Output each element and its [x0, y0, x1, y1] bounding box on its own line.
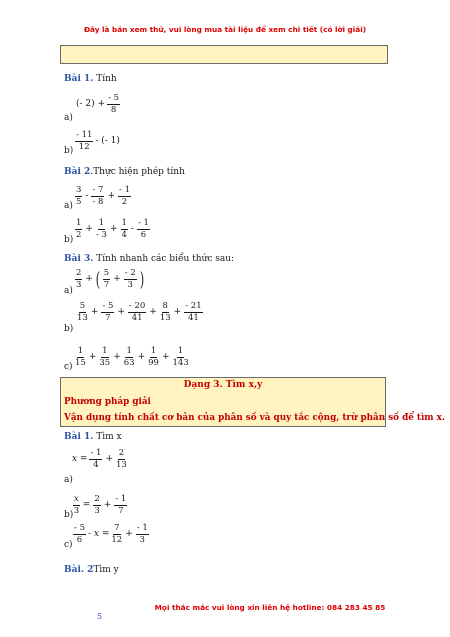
exercise-2-number: Bài 2 — [64, 167, 91, 177]
method-text: Vận dụng tính chất cơ bản của phân số và quy tắc cộng, trừ phân số để tìm x. — [64, 413, 445, 423]
fraction: $\frac{3}{5}$ — [76, 185, 82, 207]
fraction: $\frac{1}{- 3}$ — [95, 218, 107, 240]
fraction: $\frac{- 21}{41}$ — [185, 301, 202, 323]
fraction: $\frac{- 5}{7}$ — [102, 301, 114, 323]
operator: + — [103, 500, 112, 511]
fraction: $\frac{- 1}{7}$ — [115, 494, 127, 516]
exercise-2-title: .Thực hiện phép tính — [90, 167, 185, 177]
fraction: $\frac{- 5}{8}$ — [108, 93, 120, 115]
fraction: $\frac{- 11}{12}$ — [76, 130, 93, 152]
operator: + — [90, 307, 99, 318]
part-label: a) — [64, 201, 73, 211]
fraction: $\frac{1}{35}$ — [99, 346, 111, 368]
part-label: a) — [64, 475, 73, 485]
exercise-2b-expression — [74, 219, 151, 240]
find-x-b-expression — [72, 495, 128, 516]
fraction: $\frac{2}{3}$ — [76, 268, 82, 290]
right-paren: ) — [139, 267, 144, 292]
expr-term: - (- 1) — [95, 136, 120, 147]
operator: + — [109, 224, 118, 235]
find-y-heading — [64, 565, 119, 575]
fraction: $\frac{1}{2}$ — [76, 218, 82, 240]
operator: + — [161, 352, 170, 363]
operator: + — [107, 191, 115, 202]
method-title: Phương pháp giải — [64, 397, 151, 407]
fraction: $\frac{1}{63}$ — [123, 346, 135, 368]
find-x-heading — [64, 432, 122, 442]
exercise-1b-expression — [74, 131, 120, 152]
exercise-3-heading — [64, 254, 234, 264]
expr-term: (- 2) + — [76, 99, 106, 110]
exercise-1-title: Tính — [93, 74, 117, 84]
exercise-3-number: Bài 3. — [64, 254, 94, 264]
exercise-2-heading — [64, 167, 185, 177]
exercise-3c-expression — [74, 347, 190, 368]
page-number: 5 — [97, 612, 103, 621]
fraction: $\frac{- 1}{3}$ — [136, 523, 148, 545]
hotline-banner: Mọi thắc mắc vui lòng xin liên hệ hotline: 084 283 45 85 — [154, 603, 386, 612]
part-label: b) — [64, 146, 74, 156]
operator: - — [130, 224, 134, 235]
fraction: $\frac{1}{143}$ — [172, 346, 189, 368]
part-label: b) — [64, 235, 74, 245]
fraction: $\frac{8}{13}$ — [159, 301, 171, 323]
part-label: a) — [64, 286, 73, 296]
find-x-c-expression — [72, 524, 150, 545]
exercise-1-number: Bài 1. — [64, 74, 94, 84]
find-y-title: Tìm y — [93, 565, 119, 575]
expr-term: x = — [72, 454, 88, 465]
fraction: $\frac{1}{15}$ — [75, 346, 86, 368]
left-paren: ( — [95, 267, 101, 292]
header-box — [60, 45, 388, 64]
operator: + — [105, 454, 114, 465]
exercise-1a-expression — [76, 94, 121, 115]
fraction: $\frac{x}{3}$ — [73, 494, 80, 516]
find-x-number: Bài 1. — [64, 432, 94, 442]
fraction: $\frac{- 1}{2}$ — [119, 185, 130, 207]
operator: = — [82, 500, 91, 511]
fraction: $\frac{- 1}{4}$ — [90, 448, 102, 470]
operator: + — [85, 224, 93, 235]
operator: + — [85, 274, 93, 285]
fraction: $\frac{5}{7}$ — [103, 268, 110, 290]
part-label: a) — [64, 113, 73, 123]
operator: + — [88, 352, 97, 363]
exercise-1-heading — [64, 74, 117, 84]
fraction: $\frac{5}{13}$ — [77, 301, 88, 323]
expr-term: - x = — [87, 529, 110, 540]
preview-banner: Đây là bản xem thử, vui lòng mua tài liệu để xem chi tiết (có lời giải) — [83, 25, 367, 34]
operator: + — [137, 352, 146, 363]
find-x-title: Tìm x — [93, 432, 122, 442]
exercise-3b-expression — [76, 302, 204, 323]
fraction: $\frac{7}{12}$ — [111, 523, 123, 545]
part-label: c) — [64, 540, 73, 550]
operator: - — [85, 191, 89, 202]
fraction: $\frac{- 5}{6}$ — [74, 523, 85, 545]
section-title: Dạng 3. Tìm x,y — [183, 380, 263, 390]
exercise-3a-expression — [74, 269, 145, 290]
operator: + — [149, 307, 157, 318]
exercise-2a-expression — [74, 186, 132, 207]
fraction: $\frac{2}{13}$ — [116, 448, 127, 470]
fraction: $\frac{1}{99}$ — [148, 346, 159, 368]
operator: + — [173, 307, 182, 318]
find-y-number: Bài. 2 — [64, 565, 94, 575]
find-x-a-expression — [72, 449, 128, 470]
exercise-3-title: Tính nhanh các biểu thức sau: — [93, 254, 235, 264]
part-label: b) — [64, 324, 74, 334]
fraction: $\frac{- 2}{3}$ — [124, 268, 136, 290]
fraction: $\frac{- 20}{41}$ — [128, 301, 146, 323]
operator: + — [113, 274, 121, 285]
part-label: c) — [64, 362, 73, 372]
fraction: $\frac{2}{3}$ — [94, 494, 100, 516]
operator: + — [117, 307, 125, 318]
operator: + — [125, 529, 133, 540]
fraction: $\frac{1}{4}$ — [121, 218, 127, 240]
fraction: $\frac{- 1}{6}$ — [137, 218, 149, 240]
part-label: b) — [64, 510, 74, 520]
operator: + — [113, 352, 121, 363]
fraction: $\frac{- 7}{- 8}$ — [92, 185, 104, 207]
